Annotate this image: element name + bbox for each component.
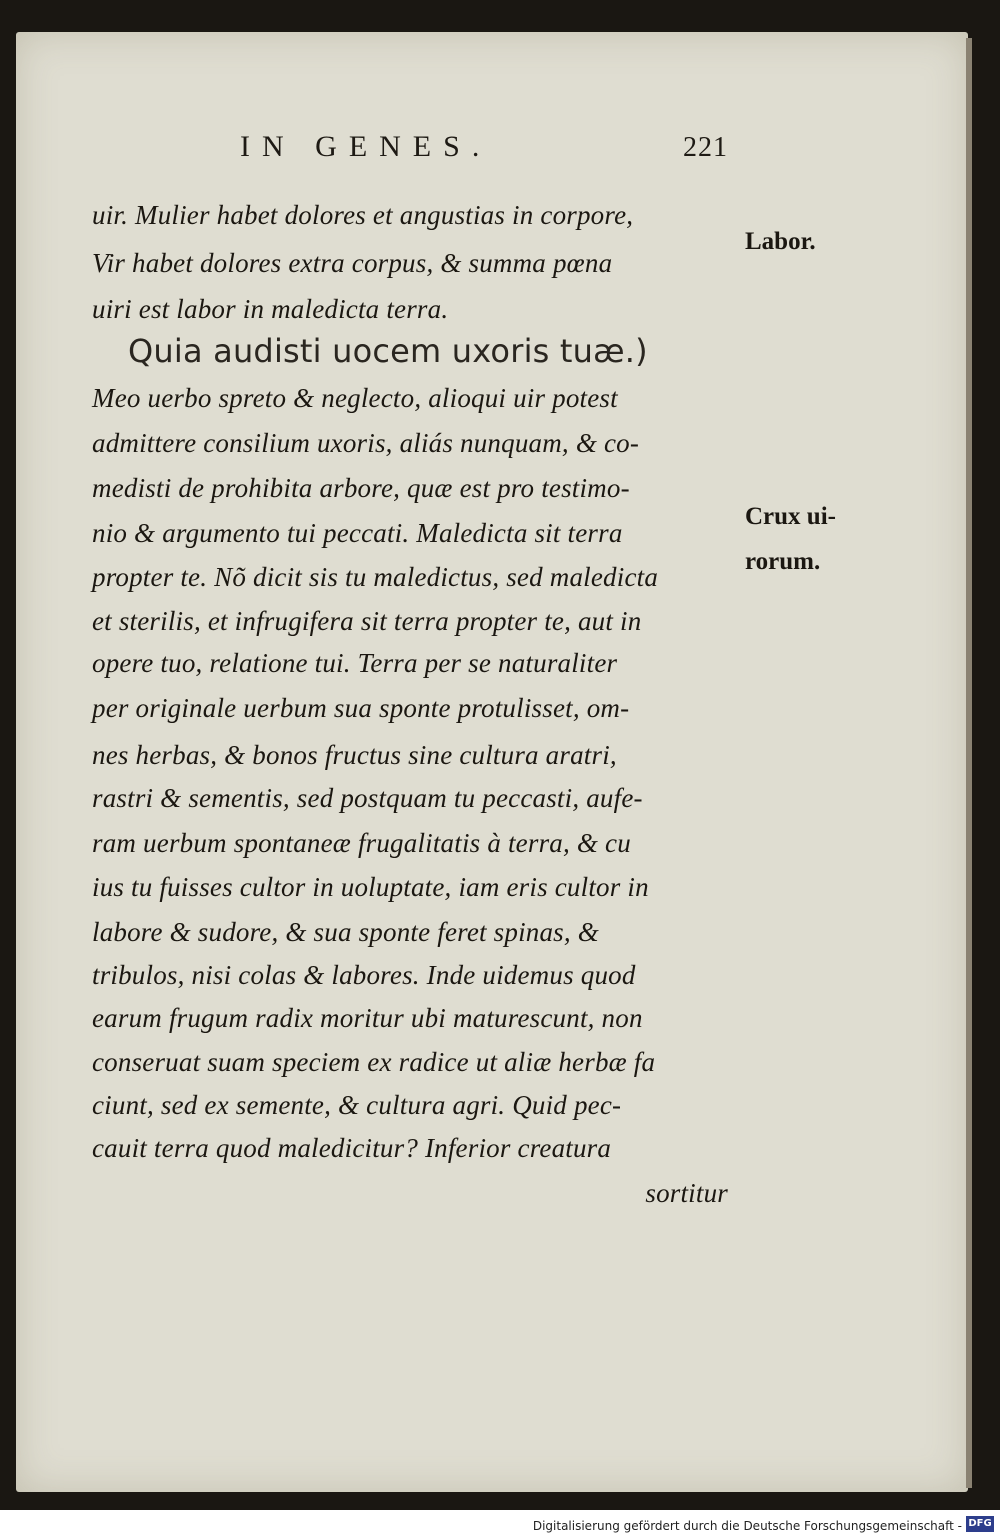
text-line: per originale uerbum sua sponte protulisset, om- [92,693,630,723]
margin-note: Labor. [745,228,816,255]
text-line: nio & argumento tui peccati. Maledicta sit terra [92,518,623,548]
text-line: medisti de prohibita arbore, quæ est pro testimo- [92,473,630,503]
text-line: Vir habet dolores extra corpus, & summa pœna [92,248,613,278]
margin-note: rorum. [745,548,821,575]
running-head: IN GENES. [240,130,492,163]
text-line: uir. Mulier habet dolores et angustias in corpore, [92,200,634,230]
text-line: nes herbas, & bonos fructus sine cultura aratri, [92,740,617,770]
margin-note: Crux ui- [745,503,836,530]
lemma-line: Quia audisti uocem uxoris tuæ.) [128,332,648,370]
text-line: opere tuo, relatione tui. Terra per se naturaliter [92,648,618,678]
text-line: propter te. Nõ dicit sis tu maledictus, sed maledicta [92,562,659,592]
text-line: admittere consilium uxoris, aliás nunquam, & co- [92,428,640,458]
text-line: cauit terra quod maledicitur? Inferior creatura [92,1133,612,1163]
text-line: Meo uerbo spreto & neglecto, alioqui uir potest [92,383,618,413]
text-line: ius tu fuisses cultor in uoluptate, iam eris cultor in [92,872,649,902]
text-line: uiri est labor in maledicta terra. [92,294,449,324]
catchword: sortitur [645,1178,728,1208]
text-line: et sterilis, et infrugifera sit terra propter te, aut in [92,606,642,636]
text-line: rastri & sementis, sed postquam tu peccasti, aufe- [92,783,643,813]
text-line: tribulos, nisi colas & labores. Inde uidemus quod [92,960,636,990]
page-edge [966,38,972,1488]
text-line: labore & sudore, & sua sponte feret spinas, & [92,917,599,947]
text-line: conseruat suam speciem ex radice ut aliæ herbæ fa [92,1047,656,1077]
text-line: earum frugum radix moritur ubi maturescunt, non [92,1003,643,1033]
page-number: 221 [683,132,728,163]
text-line: ram uerbum spontaneæ frugalitatis à terra, & cu [92,828,631,858]
dfg-logo: DFG [966,1516,994,1532]
text-line: ciunt, sed ex semente, & cultura agri. Quid pec- [92,1090,622,1120]
footer-credit: Digitalisierung gefördert durch die Deutsche Forschungsgemeinschaft - [532,1519,962,1533]
